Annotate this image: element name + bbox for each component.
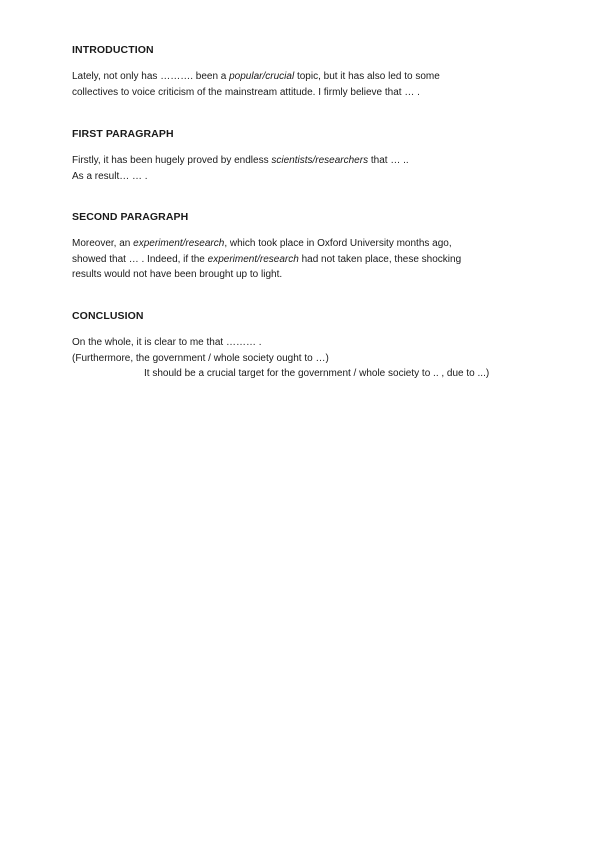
second-paragraph-line-3: results would not have been brought up to light. [72,269,283,280]
first-paragraph-line-1 [72,153,542,169]
second-paragraph-section [72,210,542,283]
first-paragraph-line-1-end: that … .. [368,155,409,166]
introduction-line-1-italic: popular/crucial [229,71,295,82]
second-paragraph-line-1-start: Moreover, an [72,238,134,249]
second-paragraph-body [72,236,542,283]
conclusion-line-3: It should be a crucial target for the government / whole society to .. , due to ...) [144,368,490,379]
introduction-section [72,43,542,100]
second-paragraph-line-2 [72,252,542,268]
second-paragraph-line-2-start: showed that … . Indeed, if the [72,253,208,265]
introduction-body [72,69,542,100]
conclusion-section [72,309,542,382]
conclusion-line-2: (Furthermore, the government / whole society ought to …) [72,352,329,364]
introduction-line-1-start: Lately, not only has ………. been a [72,71,230,82]
second-paragraph-line-1 [72,236,542,252]
first-paragraph-section [72,127,542,184]
first-paragraph-body [72,153,542,184]
introduction-line-1-end: topic, but it has also led to some [294,71,440,82]
conclusion-body [72,335,542,382]
introduction-line-1 [72,69,542,85]
first-paragraph-line-2: As a result… … . [72,170,148,182]
second-paragraph-line-1-end: , which took place in Oxford University months ago, [224,238,452,249]
first-paragraph-line-1-italic: scientists/researchers [271,155,369,166]
first-paragraph-line-1-start: Firstly, it has been hugely proved by endless [72,155,272,166]
second-paragraph-line-2-italic: experiment/research [207,253,299,265]
second-paragraph-line-1-italic: experiment/research [133,238,225,249]
introduction-line-2: collectives to voice criticism of the mainstream attitude. I firmly believe that … . [72,86,420,98]
introduction-heading: INTRODUCTION [72,44,154,56]
first-paragraph-heading: FIRST PARAGRAPH [72,128,174,140]
conclusion-heading: CONCLUSION [72,310,144,322]
conclusion-line-1: On the whole, it is clear to me that ……… . [72,337,262,348]
second-paragraph-line-2-end: had not taken place, these shocking [298,253,462,265]
second-paragraph-heading: SECOND PARAGRAPH [72,211,189,223]
